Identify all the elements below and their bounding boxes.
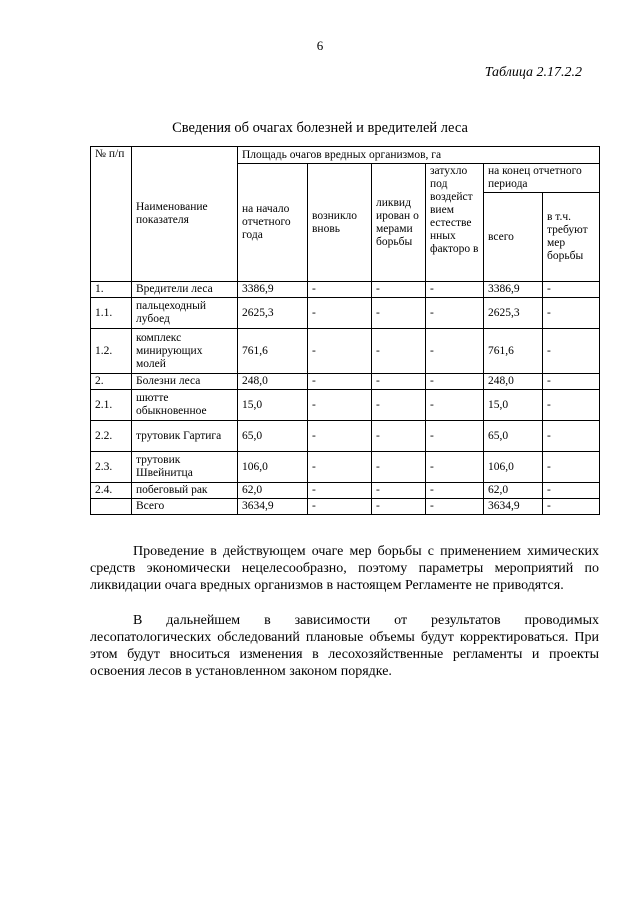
page-number: 6 — [316, 38, 324, 53]
row-start: 65,0 — [238, 421, 308, 452]
header-faded: затухло под воздейст вием естестве нных факторо в — [426, 164, 484, 282]
row-name: Болезни леса — [132, 374, 238, 390]
row-faded: - — [426, 499, 484, 515]
row-require: - — [543, 483, 600, 499]
row-start: 106,0 — [238, 452, 308, 483]
table-row — [91, 452, 600, 483]
row-total: 106,0 — [484, 452, 543, 483]
row-name: трутовик Гартига — [132, 421, 238, 452]
row-num: 1. — [91, 282, 132, 298]
row-num: 2.1. — [91, 390, 132, 421]
row-start: 15,0 — [238, 390, 308, 421]
table-row — [91, 421, 600, 452]
table-row — [91, 374, 600, 390]
row-total: 62,0 — [484, 483, 543, 499]
row-name: Всего — [132, 499, 238, 515]
row-name: шютте обыкновенное — [132, 390, 238, 421]
row-faded: - — [426, 282, 484, 298]
row-name: пальцеходный лубоед — [132, 298, 238, 329]
row-faded: - — [426, 421, 484, 452]
row-start: 761,6 — [238, 329, 308, 374]
row-total: 2625,3 — [484, 298, 543, 329]
row-liquidated: - — [372, 499, 426, 515]
row-new: - — [308, 390, 372, 421]
header-liquidated: ликвид ирован о мерами борьбы — [372, 164, 426, 282]
row-num: 1.1. — [91, 298, 132, 329]
row-total: 3634,9 — [484, 499, 543, 515]
row-start: 3634,9 — [238, 499, 308, 515]
row-name: побеговый рак — [132, 483, 238, 499]
row-liquidated: - — [372, 282, 426, 298]
row-total: 65,0 — [484, 421, 543, 452]
row-start: 248,0 — [238, 374, 308, 390]
header-num: № п/п — [91, 147, 132, 282]
paragraph-control-measures: Проведение в действующем очаге мер борьбы с применением химических средств экономически нецелесообразно, поэтому параметры мероприятий по ликвидации очага вредных организмов в настоящем Регламенте не приводятся. — [90, 544, 599, 593]
row-new: - — [308, 452, 372, 483]
row-num: 1.2. — [91, 329, 132, 374]
table-id: Таблица 2.17.2.2 — [484, 65, 582, 80]
table-row — [91, 483, 600, 499]
row-num: 2. — [91, 374, 132, 390]
row-liquidated: - — [372, 390, 426, 421]
table-row — [91, 298, 600, 329]
row-new: - — [308, 483, 372, 499]
row-new: - — [308, 374, 372, 390]
row-start: 3386,9 — [238, 282, 308, 298]
row-require: - — [543, 374, 600, 390]
row-total: 761,6 — [484, 329, 543, 374]
row-total: 15,0 — [484, 390, 543, 421]
row-liquidated: - — [372, 374, 426, 390]
row-require: - — [543, 282, 600, 298]
row-num: 2.2. — [91, 421, 132, 452]
row-faded: - — [426, 483, 484, 499]
row-liquidated: - — [372, 298, 426, 329]
row-num: 2.3. — [91, 452, 132, 483]
row-faded: - — [426, 298, 484, 329]
row-name: комплекс минирующих молей — [132, 329, 238, 374]
row-num: 2.4. — [91, 483, 132, 499]
row-num — [91, 499, 132, 515]
table-title: Сведения об очагах болезней и вредителей леса — [172, 120, 468, 136]
row-new: - — [308, 499, 372, 515]
row-faded: - — [426, 452, 484, 483]
row-new: - — [308, 282, 372, 298]
row-require: - — [543, 298, 600, 329]
row-liquidated: - — [372, 452, 426, 483]
header-area-group: Площадь очагов вредных организмов, га — [238, 147, 600, 164]
header-start: на начало отчетного года — [238, 164, 308, 282]
pest-foci-table — [90, 146, 600, 515]
row-total: 248,0 — [484, 374, 543, 390]
table-row — [91, 282, 600, 298]
row-new: - — [308, 329, 372, 374]
row-require: - — [543, 452, 600, 483]
header-total: всего — [484, 193, 543, 282]
row-total: 3386,9 — [484, 282, 543, 298]
row-start: 62,0 — [238, 483, 308, 499]
row-faded: - — [426, 329, 484, 374]
header-new: возникло вновь — [308, 164, 372, 282]
row-liquidated: - — [372, 329, 426, 374]
row-faded: - — [426, 390, 484, 421]
row-new: - — [308, 298, 372, 329]
row-require: - — [543, 421, 600, 452]
row-require: - — [543, 390, 600, 421]
table-row — [91, 390, 600, 421]
row-name: трутовик Швейнитца — [132, 452, 238, 483]
table-row — [91, 329, 600, 374]
row-new: - — [308, 421, 372, 452]
header-end-group: на конец отчетного периода — [484, 164, 600, 193]
row-require: - — [543, 329, 600, 374]
row-liquidated: - — [372, 421, 426, 452]
row-start: 2625,3 — [238, 298, 308, 329]
row-name: Вредители леса — [132, 282, 238, 298]
table-row — [91, 499, 600, 515]
row-require: - — [543, 499, 600, 515]
row-liquidated: - — [372, 483, 426, 499]
header-require: в т.ч. требуют мер борьбы — [543, 193, 600, 282]
row-faded: - — [426, 374, 484, 390]
paragraph-future-adjustments: В дальнейшем в зависимости от результатов проводимых лесопатологических обследований плановые объемы будут корректироваться. При этом будут вноситься изменения в лесохозяйственные регламенты и проекты освоения лесов в установленном законом порядке. — [90, 613, 599, 679]
header-name: Наименование показателя — [132, 147, 238, 282]
